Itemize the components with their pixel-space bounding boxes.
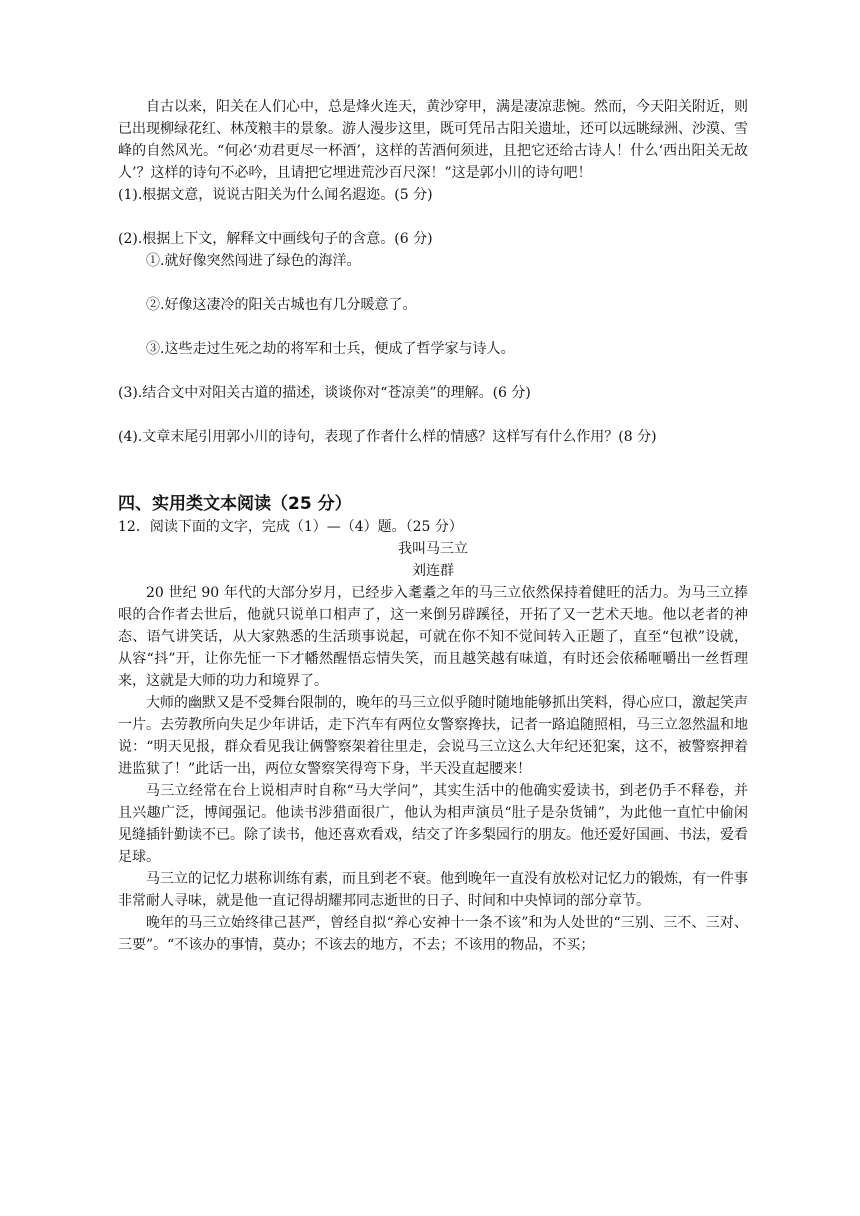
question-4: (4).文章末尾引用郭小川的诗句，表现了作者什么样的情感？这样写有什么作用？(8 分) [118, 429, 657, 445]
article-paragraph-4: 马三立的记忆力堪称训练有素，而且到老不衰。他到晚年一直没有放松对记忆力的锻炼，有一件事非常耐人寻味，就是他一直记得胡耀邦同志逝世的日子、时间和中央悼词的部分章节。 [118, 871, 748, 909]
question-2: (2).根据上下文，解释文中画线句子的含意。(6 分) [118, 231, 433, 247]
question-2-item-2: ②.好像这凄冷的阳关古城也有几分暖意了。 [146, 297, 417, 313]
article-title: 我叫马三立 [398, 541, 468, 557]
question-2-item-1: ①.就好像突然闯进了绿色的海洋。 [146, 253, 361, 269]
article-paragraph-3: 马三立经常在台上说相声时自称“马大学问”，其实生活中的他确实爱读书，到老仍手不释卷，并且兴趣广泛，博闻强记。他读书涉猎面很广，他认为相声演员“肚子是杂货铺”，为此他一直忙中偷闲见缝插针勤读不已。除了读书，他还喜欢看戏，结交了许多梨园行的朋友。他还爱好国画、书法，爱看足球。 [118, 783, 748, 865]
question-3: (3).结合文中对阳关古道的描述，谈谈你对“苍凉美”的理解。(6 分) [118, 385, 531, 401]
question-instruction: 12．阅读下面的文字，完成（1）—（4）题。（25 分） [118, 519, 463, 535]
article-paragraph-5: 晚年的马三立始终律己甚严，曾经自拟“养心安神十一条不该”和为人处世的“三别、三不、三对、三要”。“不该办的事情，莫办；不该去的地方，不去；不该用的物品，不买； [118, 915, 748, 953]
question-2-item-3: ③.这些走过生死之劫的将军和士兵，便成了哲学家与诗人。 [146, 341, 515, 357]
article-author: 刘连群 [412, 563, 454, 579]
section-heading: 四、实用类文本阅读（25 分） [118, 494, 352, 514]
passage-ending-paragraph: 自古以来，阳关在人们心中，总是烽火连天，黄沙穿甲，满是凄凉悲惋。然而，今天阳关附近，则已出现柳绿花红、林茂粮丰的景象。游人漫步这里，既可凭吊古阳关遗址，还可以远眺绿洲、沙漠、雪峰的自然风光。“何必‘劝君更尽一杯酒’，这样的苦酒何须进，且把它还给古诗人！什么‘西出阳关无故人’？这样的诗句不必吟，且请把它埋进荒沙百尺深！”这是郭小川的诗句吧！ [118, 99, 748, 181]
article-paragraph-1: 20 世纪 90 年代的大部分岁月，已经步入耄耋之年的马三立依然保持着健旺的活力。为马三立捧哏的合作者去世后，他就只说单口相声了，这一来倒另辟蹊径，开拓了又一艺术天地。他以老者的神态、语气讲笑话，从大家熟悉的生活琐事说起，可就在你不知不觉间转入正题了，直至“包袱”设就，从容“抖”开，让你先怔一下才幡然醒悟忘情失笑，而且越笑越有味道，有时还会依稀咂嚼出一丝哲理来，这就是大师的功力和境界了。 [118, 585, 748, 689]
article-paragraph-2: 大师的幽默又是不受舞台限制的，晚年的马三立似乎随时随地能够抓出笑料，得心应口，激起笑声一片。去劳教所向失足少年讲话，走下汽车有两位女警察搀扶，记者一路追随照相，马三立忽然温和地说：“明天见报，群众看见我让俩警察架着往里走，会说马三立这么大年纪还犯案，这不，被警察押着进监狱了！”此话一出，两位女警察笑得弯下身，半天没直起腰来！ [118, 695, 748, 777]
question-1: (1).根据文意，说说古阳关为什么闻名遐迩。(5 分) [118, 187, 433, 203]
document-page [118, 96, 748, 956]
